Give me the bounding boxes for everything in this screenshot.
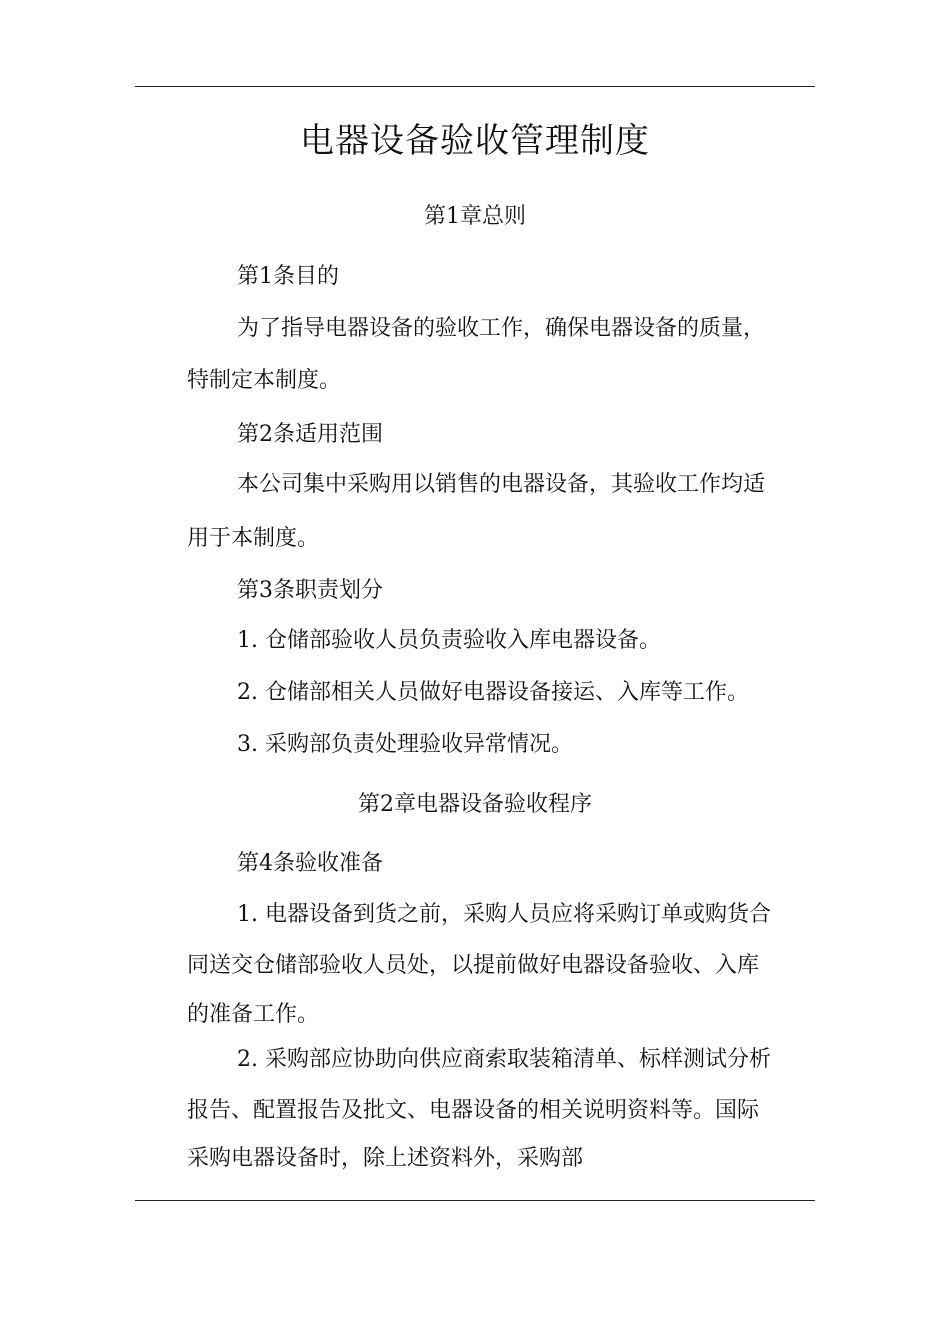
article-3-item-2: 2. 仓储部相关人员做好电器设备接运、入库等工作。 xyxy=(237,680,749,705)
article-4-item-1-line: 1. 电器设备到货之前，采购人员应将采购订单或购货合 xyxy=(237,902,771,927)
article-1-text-line: 为了指导电器设备的验收工作，确保电器设备的质量， xyxy=(237,316,766,341)
article-4-item-2-line: 报告、配置报告及批文、电器设备的相关说明资料等。国际 xyxy=(187,1098,760,1123)
chapter-2-heading: 第2章电器设备验收程序 xyxy=(358,792,592,817)
article-4-item-2-line: 2. 采购部应协助向供应商索取装箱清单、标样测试分析 xyxy=(237,1047,771,1072)
chapter-1-heading: 第1章总则 xyxy=(424,204,526,229)
article-4-title: 第4条验收准备 xyxy=(237,851,383,876)
article-4-item-1-line: 同送交仓储部验收人员处，以提前做好电器设备验收、入库 xyxy=(187,953,760,978)
document-title: 电器设备验收管理制度 xyxy=(300,121,650,161)
article-2-text-line: 用于本制度。 xyxy=(187,526,320,551)
article-1-title: 第1条目的 xyxy=(237,264,339,289)
article-3-item-1: 1. 仓储部验收人员负责验收入库电器设备。 xyxy=(237,628,661,653)
header-rule xyxy=(135,86,815,87)
article-4-item-2-line: 采购电器设备时，除上述资料外，采购部 xyxy=(187,1146,584,1171)
article-4-item-1-line: 的准备工作。 xyxy=(187,1002,320,1027)
article-2-title: 第2条适用范围 xyxy=(237,422,383,447)
article-1-text-line: 特制定本制度。 xyxy=(187,368,342,393)
article-3-title: 第3条职责划分 xyxy=(237,578,383,603)
footer-rule xyxy=(135,1200,815,1201)
article-3-item-3: 3. 采购部负责处理验收异常情况。 xyxy=(237,732,573,757)
article-2-text-line: 本公司集中采购用以销售的电器设备，其验收工作均适 xyxy=(237,472,766,497)
